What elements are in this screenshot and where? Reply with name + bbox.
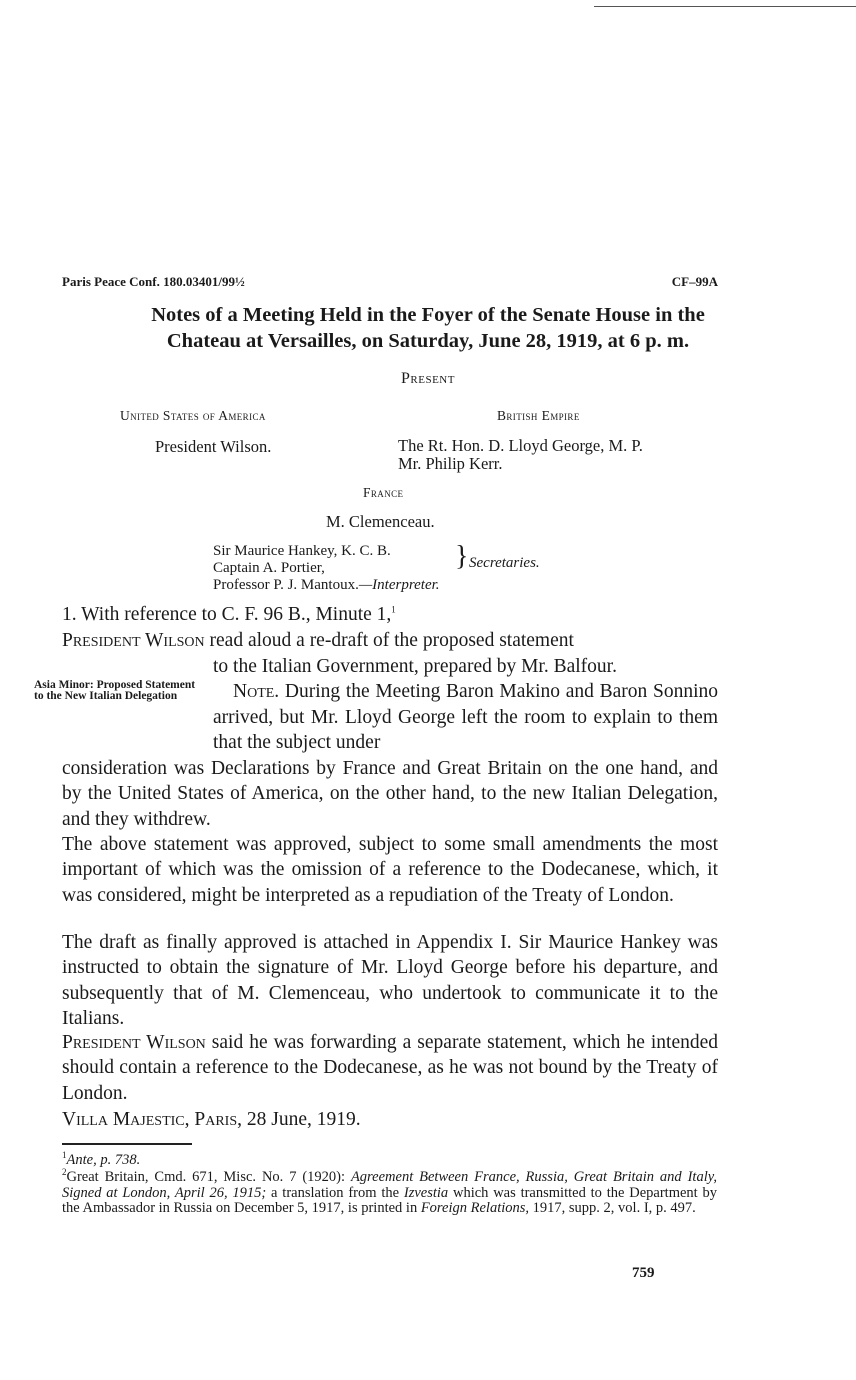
footnote-1 [62,1150,717,1169]
place-date [62,1107,361,1132]
interpreter-label: —Interpreter. [358,577,440,593]
paragraph-1-continuation: to the Italian Government, prepared by Mr. Balfour. [213,656,617,677]
footnote-2-c: a translation from the [266,1184,404,1201]
footnote-rule [62,1143,192,1145]
note-block-text: During the Meeting Baron Makino and Baron Sonnino arrived, but Mr. Lloyd George left the room to explain to them that the subject under [213,681,718,753]
british-members [398,437,643,473]
footnote-2-d: Izvestia [403,1184,449,1201]
interpreter-line [213,577,440,594]
paragraph-2: The above statement was approved, subject to some small amendments the most important of which was the omission of a reference to the Dodecanese, which, it was considered, might be interpreted as a repudiation of the Treaty of London. [62,834,718,906]
footnote-ref-1: 1 [391,604,396,615]
interpreter-name: Professor P. J. Mantoux. [213,577,359,593]
page-number: 759 [632,1265,655,1281]
secretaries-block [213,543,440,594]
france-member: M. Clemenceau. [326,512,435,531]
secretary-1: Sir Maurice Hankey, K. C. B. [213,543,391,559]
secretary-2: Captain A. Portier, [213,560,325,576]
footnote-2-a: Great Britain, Cmd. 671, Misc. No. 7 (1920): [66,1169,351,1185]
side-note: Asia Minor: Proposed Statement to the New Italian Delegation [34,679,196,702]
footnote-2-g: 1917, supp. 2, vol. I, p. 497. [529,1200,696,1216]
place: Villa Majestic, Paris [62,1109,238,1130]
paragraph-1-block [213,654,718,755]
note-label: Note. [233,681,280,703]
document-code: CF–99A [671,274,718,289]
date: , 28 June, 1919. [237,1109,361,1130]
title-line-2: Chateau at Versailles, on Saturday, June 28, 1919, at 6 p. m. [166,330,690,352]
footnote-2-b: Agreement Between France, Russia, Great Britain and Italy, Signed at London, April 26, 1915; [62,1169,717,1201]
footnote-2-mark: 2 [62,1167,67,1178]
footnote-1-mark: 1 [62,1150,67,1161]
paragraph-4-text: said he was forwarding a separate statement, which he intended should contain a reference to the Dodecanese, as he was not bound by the Treaty of London. [62,1032,719,1104]
brace-glyph: } [455,541,469,572]
speaker-wilson: President Wilson [62,630,205,651]
title-line-1: Notes of a Meeting Held in the Foyer of the Senate House in the [151,304,705,326]
footnote-2 [62,1167,717,1217]
paragraph-1-text: read aloud a re-draft of the proposed statement [204,630,574,651]
page-title [40,302,816,354]
usa-heading: United States of America [120,408,266,423]
footnote-2-f: Foreign Relations, [420,1200,530,1216]
top-rule [594,6,856,7]
paragraph-1-first-line [62,628,574,653]
item-number-text: 1. With reference to C. F. 96 B., Minute 1, [62,604,392,625]
note-paragraph: consideration was Declarations by France and Great Britain on the one hand, and by the United States of America, on the other hand, to the new Italian Delegation, and they withdrew. [62,758,718,830]
british-member-2: Mr. Philip Kerr. [398,454,503,473]
secretaries-label: Secretaries. [469,555,540,571]
british-heading: British Empire [497,408,580,423]
item-number-line [62,602,396,627]
footnote-2-e: which was transmitted to the Department by the Ambassador in Russia on December 5, 1917, is printed in [62,1184,717,1216]
paragraph-4 [62,1030,718,1106]
speaker-wilson-2: President Wilson [62,1032,206,1053]
british-member-1: The Rt. Hon. D. Lloyd George, M. P. [398,436,643,455]
usa-member: President Wilson. [155,437,272,456]
footnote-1-text: Ante, p. 738. [66,1152,141,1168]
paragraph-3: The draft as finally approved is attached in Appendix I. Sir Maurice Hankey was instructed to obtain the signature of Mr. Lloyd George before his departure, and subsequently that of M. Clemenceau, who undertook to communicate it to the Italians. [62,932,718,1029]
france-heading: France [363,485,404,500]
present-heading: Present [401,370,455,387]
file-reference: Paris Peace Conf. 180.03401/99½ [62,274,245,289]
